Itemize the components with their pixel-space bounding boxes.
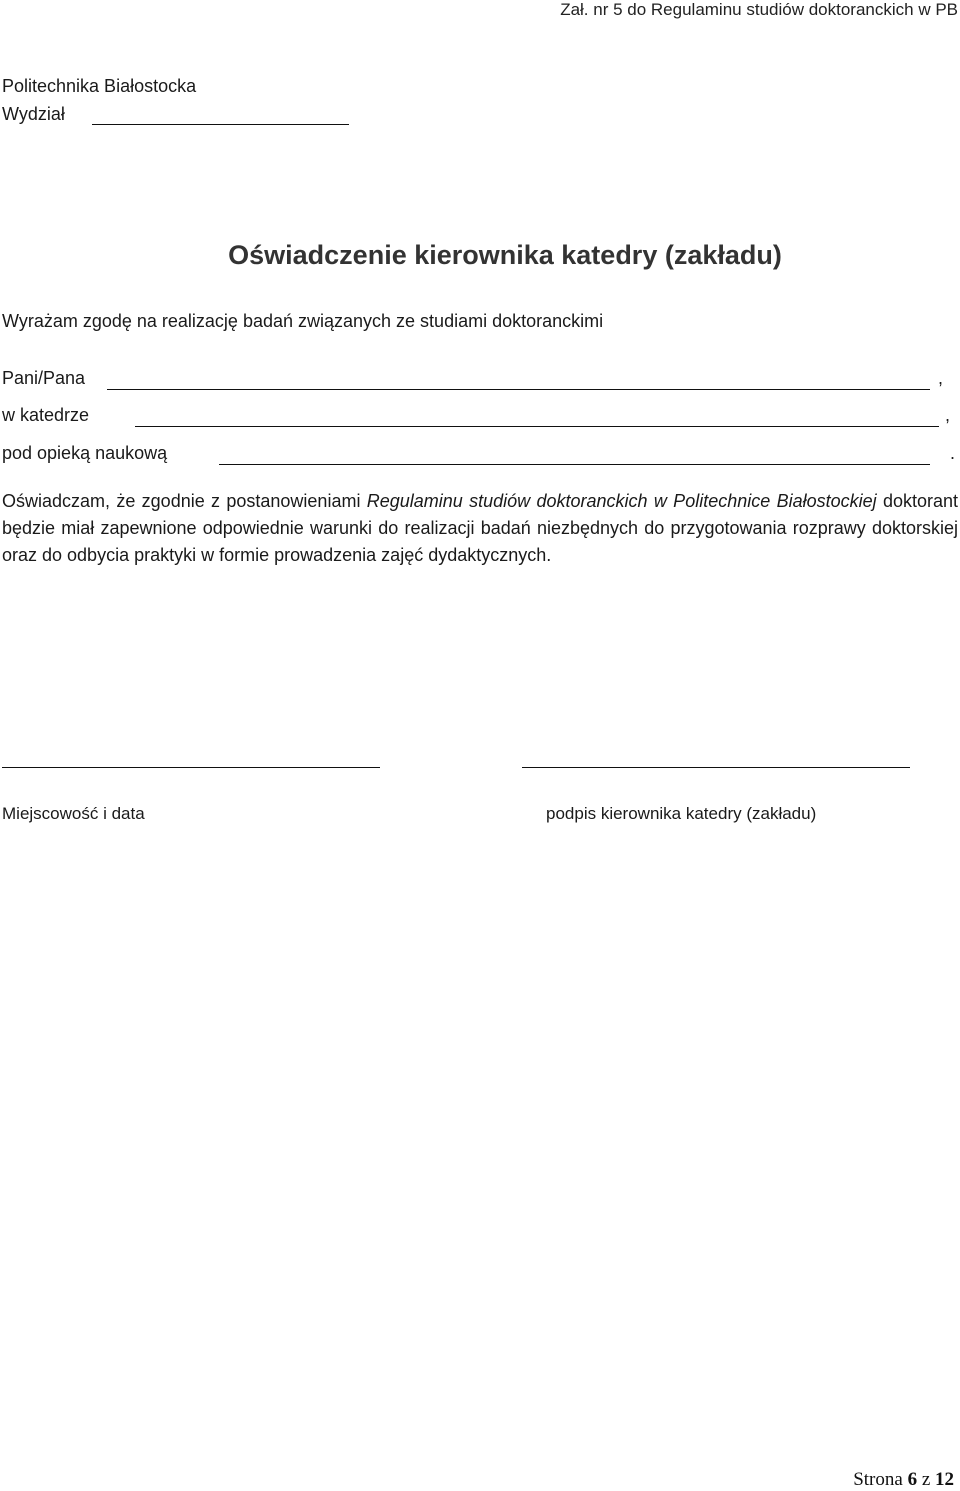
person-field[interactable]: [107, 389, 930, 390]
consent-line: Wyrażam zgodę na realizację badań związanych ze studiami doktoranckimi: [2, 311, 604, 331]
person-label: Pani/Pana: [2, 368, 86, 388]
signature-label: podpis kierownika katedry (zakładu): [546, 804, 817, 823]
declaration-intro: Oświadczam, że zgodnie z postanowieniami: [2, 491, 367, 511]
current-page: 6: [907, 1469, 918, 1490]
supervisor-suffix: .: [950, 443, 956, 463]
supervisor-label: pod opieką naukową: [2, 443, 168, 463]
attachment-header: Zał. nr 5 do Regulaminu studiów doktoranckich w PB: [560, 0, 958, 19]
place-date-label: Miejscowość i data: [2, 804, 145, 823]
institution-name: Politechnika Białostocka: [2, 76, 197, 96]
regulation-name: Regulaminu studiów doktoranckich w Politechnice Białostockiej: [366, 491, 877, 511]
declaration-body: doktorant będzie miał zapewnione odpowiednie warunki do realizacji badań niezbędnych do przygotowania rozprawy doktorskiej oraz do odbycia praktyki w formie prowadzenia zajęć dydaktycznych.: [2, 491, 958, 565]
supervisor-field[interactable]: [219, 464, 930, 465]
department-label: w katedrze: [2, 405, 90, 425]
document-title: Oświadczenie kierownika katedry (zakładu): [228, 240, 782, 270]
person-suffix: ,: [938, 368, 944, 388]
declaration-paragraph: [2, 488, 958, 569]
total-pages: 12: [935, 1469, 954, 1490]
faculty-label: Wydział: [2, 104, 65, 124]
page-number: [853, 1469, 954, 1491]
page-separator: z: [917, 1469, 935, 1490]
department-field[interactable]: [135, 426, 939, 427]
place-date-field[interactable]: [2, 767, 380, 768]
page-prefix: Strona: [853, 1469, 908, 1490]
signature-field[interactable]: [522, 767, 910, 768]
department-suffix: ,: [945, 405, 951, 425]
faculty-field[interactable]: [92, 124, 349, 125]
